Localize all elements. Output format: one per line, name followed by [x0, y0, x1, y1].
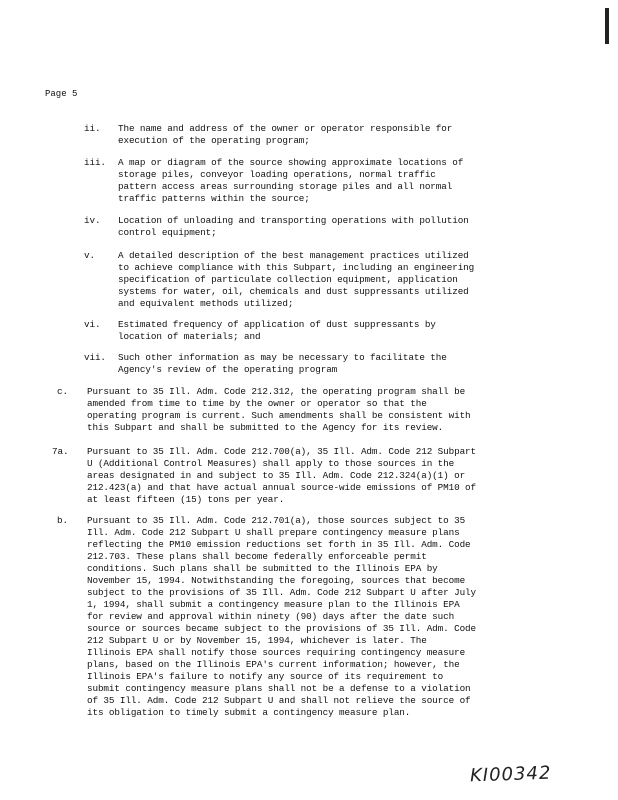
item-text-line: A map or diagram of the source showing approximate locations of	[118, 157, 464, 168]
item-marker: 7a.	[52, 446, 69, 457]
item-text-line: Location of unloading and transporting operations with pollution	[118, 215, 469, 226]
item-text-line: Pursuant to 35 Ill. Adm. Code 212.701(a), those sources subject to 35	[87, 515, 466, 526]
item-text-line: location of materials; and	[118, 331, 261, 342]
item-text-line: Such other information as may be necessary to facilitate the	[118, 352, 447, 363]
item-text-line: A detailed description of the best management practices utilized	[118, 250, 469, 261]
item-text-line: The name and address of the owner or operator responsible for	[118, 123, 453, 134]
item-text-line: reflecting the PM10 emission reductions set forth in 35 Ill. Adm. Code	[87, 539, 471, 550]
item-text-line: this Subpart and shall be submitted to the Agency for its review.	[87, 422, 444, 433]
item-text-line: plans, based on the Illinois EPA's current information; however, the	[87, 659, 460, 670]
item-text-line: Agency's review of the operating program	[118, 364, 338, 375]
item-text-line: Illinois EPA's failure to notify any source of its requirement to	[87, 671, 444, 682]
item-text-line: 212.703. These plans shall become federally enforceable permit	[87, 551, 427, 562]
item-text-line: amended from time to time by the owner or operator so that the	[87, 398, 427, 409]
item-text-line: 1, 1994, shall submit a contingency measure plan to the Illinois EPA	[87, 599, 460, 610]
item-text-line: storage piles, conveyor loading operations, normal traffic	[118, 169, 436, 180]
item-text-line: of 35 Ill. Adm. Code 212 Subpart U and shall not relieve the source of	[87, 695, 471, 706]
item-text-line: Pursuant to 35 Ill. Adm. Code 212.700(a), 35 Ill. Adm. Code 212 Subpart	[87, 446, 477, 457]
handwritten-bates-number: KI00342	[469, 762, 552, 787]
item-marker: iv.	[84, 215, 101, 226]
item-text-line: execution of the operating program;	[118, 135, 310, 146]
item-text-line: U (Additional Control Measures) shall apply to those sources in the	[87, 458, 455, 469]
item-text-line: 212 Subpart U or by November 15, 1994, whichever is later. The	[87, 635, 427, 646]
item-text-line: specification of particulate collection equipment, application	[118, 274, 458, 285]
item-text-line: Ill. Adm. Code 212 Subpart U shall prepare contingency measure plans	[87, 527, 460, 538]
item-text-line: Pursuant to 35 Ill. Adm. Code 212.312, the operating program shall be	[87, 386, 466, 397]
item-text-line: submit contingency measure plans shall not be a defense to a violation	[87, 683, 471, 694]
item-marker: vi.	[84, 319, 101, 330]
item-text-line: areas designated in and subject to 35 Ill. Adm. Code 212.324(a)(1) or	[87, 470, 466, 481]
item-text-line: Illinois EPA shall notify those sources requiring contingency measure	[87, 647, 466, 658]
scan-edge-mark	[605, 8, 609, 44]
item-text-line: control equipment;	[118, 227, 217, 238]
item-text-line: to achieve compliance with this Subpart, including an engineering	[118, 262, 475, 273]
item-marker: ii.	[84, 123, 101, 134]
page-number: Page 5	[45, 89, 78, 99]
item-text-line: and equivalent methods utilized;	[118, 298, 294, 309]
item-text-line: systems for water, oil, chemicals and dust suppressants utilized	[118, 286, 469, 297]
item-marker: vii.	[84, 352, 106, 363]
item-marker: v.	[84, 250, 95, 261]
item-text-line: November 15, 1994. Notwithstanding the foregoing, sources that become	[87, 575, 466, 586]
item-text-line: subject to the provisions of 35 Ill. Adm. Code 212 Subpart U after July	[87, 587, 477, 598]
item-text-line: source or sources became subject to the provisions of 35 Ill. Adm. Code	[87, 623, 477, 634]
item-text-line: operating program is current. Such amendments shall be consistent with	[87, 410, 471, 421]
item-text-line: for review and approval within ninety (90) days after the date such	[87, 611, 455, 622]
item-text-line: conditions. Such plans shall be submitted to the Illinois EPA by	[87, 563, 438, 574]
item-text-line: 212.423(a) and that have actual annual source-wide emissions of PM10 of	[87, 482, 477, 493]
item-text-line: its obligation to timely submit a contingency measure plan.	[87, 707, 411, 718]
item-marker: c.	[57, 386, 68, 397]
item-text-line: Estimated frequency of application of dust suppressants by	[118, 319, 436, 330]
item-marker: b.	[57, 515, 68, 526]
item-text-line: traffic patterns within the source;	[118, 193, 310, 204]
item-text-line: pattern access areas surrounding storage piles and all normal	[118, 181, 453, 192]
item-text-line: at least fifteen (15) tons per year.	[87, 494, 285, 505]
item-marker: iii.	[84, 157, 106, 168]
